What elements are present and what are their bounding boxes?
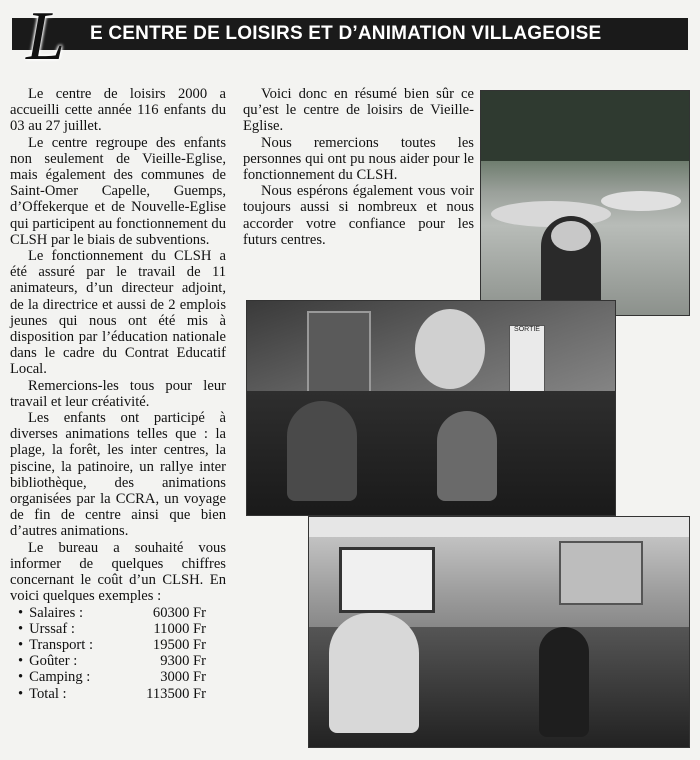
cost-item <box>10 605 226 621</box>
paragraph: Le centre regroupe des enfants non seulement de Vieille-Eglise, mais également des communes de Saint-Omer Capelle, Guemps, d’Offekerque et de Nouvelle-Eglise qui participent au fonctionnement du CLSH par le biais de subventions. <box>10 134 226 248</box>
photo-child <box>539 627 589 737</box>
photo-group-mascot <box>246 300 616 516</box>
photo-train-window <box>339 547 435 613</box>
cost-label: • Goûter : <box>10 653 124 669</box>
cost-label: • Camping : <box>10 669 124 685</box>
cost-value: 11000 Fr <box>153 620 206 637</box>
cost-item <box>10 669 226 685</box>
photo-train-interior <box>308 516 690 748</box>
cost-value: 3000 Fr <box>160 669 206 686</box>
text-column-left <box>10 86 226 702</box>
paragraph: Nous espérons également vous voir toujours aussi si nombreux et nous accorder votre confiance pour les futurs centres. <box>243 183 474 248</box>
cost-label: • Transport : <box>10 637 124 653</box>
cost-item <box>10 686 226 702</box>
photo-face <box>551 221 591 251</box>
photo-child <box>287 401 357 501</box>
sign-label: SORTIE <box>514 326 540 333</box>
article-title: E CENTRE DE LOISIRS ET D’ANIMATION VILLAGEOISE <box>90 23 602 44</box>
cost-label: • Urssaf : <box>10 621 124 637</box>
drop-cap: L <box>26 0 65 75</box>
paragraph: Les enfants ont participé à diverses animations telles que : la plage, la forêt, les inter centres, la piscine, la patinoire, un rallye inter bibliothèque, des animations organisées par la CCRA, un voyage de fin de centre ainsi que bien d’autres animations. <box>10 410 226 540</box>
cost-label: • Total : <box>10 686 124 702</box>
paragraph: Le centre de loisirs 2000 a accueilli cette année 116 enfants du 03 au 27 juillet. <box>10 86 226 135</box>
cost-value: 19500 Fr <box>152 636 206 653</box>
photo-canoe <box>601 191 681 211</box>
paragraph: Remercions-les tous pour leur travail et leur créativité. <box>10 377 226 410</box>
photo-child <box>437 411 497 501</box>
cost-item <box>10 637 226 653</box>
paragraph: Voici donc en résumé bien sûr ce qu’est le centre de loisirs de Vieille-Eglise. <box>243 86 474 135</box>
photo-person <box>329 613 419 733</box>
cost-value: 113500 Fr <box>146 685 206 702</box>
paragraph: Le bureau a souhaité vous informer de quelques chiffres concernant le coût d’un CLSH. En voici quelques exemples : <box>10 539 226 605</box>
cost-item <box>10 653 226 669</box>
cost-value: 9300 Fr <box>160 653 206 670</box>
text-column-right <box>243 86 474 248</box>
paragraph: Nous remercions toutes les personnes qui ont pu nous aider pour le fonctionnement du CLSH. <box>243 134 474 184</box>
cost-list <box>10 605 226 702</box>
photo-train-window <box>559 541 643 605</box>
photo-ceiling <box>309 517 689 537</box>
photo-trees <box>481 91 689 161</box>
cost-value: 60300 Fr <box>152 604 206 621</box>
photo-canoeing <box>480 90 690 316</box>
photo-mascot <box>415 309 485 389</box>
cost-item <box>10 621 226 637</box>
cost-label: • Salaires : <box>10 605 124 621</box>
paragraph: Le fonctionnement du CLSH a été assuré par le travail de 11 animateurs, d’un directeur adjoint, de la directrice et aussi de 2 emplois jeunes qui nous ont été mis à disposition par l’éducation nationale dans le cadre du Contrat Educatif Local. <box>10 248 226 378</box>
